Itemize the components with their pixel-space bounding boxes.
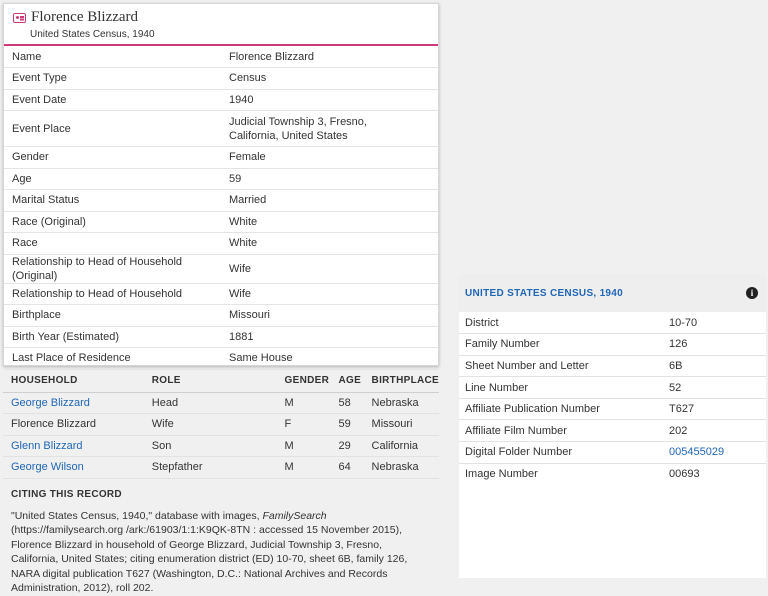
household-member-age: 29 xyxy=(331,435,364,457)
household-member-role: Head xyxy=(144,392,277,414)
fact-label: Gender xyxy=(12,151,49,164)
census-row xyxy=(459,334,766,356)
record-card xyxy=(3,3,439,366)
gender-col-header: GENDER xyxy=(277,370,331,392)
census-header xyxy=(459,274,766,312)
household-row xyxy=(3,435,439,457)
role-col-header: ROLE xyxy=(144,370,277,392)
household-member-gender: F xyxy=(277,414,331,436)
citing-title: CITING THIS RECORD xyxy=(11,488,122,500)
household-col-header: HOUSEHOLD xyxy=(3,370,144,392)
citation-text: "United States Census, 1940," database with images, FamilySearch (https://familysearch.org /ark:/61903/1:1:K9QK-8TN : accessed 15 November 2015), Florence Blizzard in household of George Blizzard, Judicial Township 3, Fresno, California, United States; citing enumeration district (ED) 10-70, sheet 6B, family 126, NARA digital publication T627 (Washington, D.C.: National Archives and Records Administration, 2012), roll 202. xyxy=(11,509,408,594)
fact-value: 1881 xyxy=(229,330,254,343)
census-label: Affiliate Film Number xyxy=(465,424,567,437)
census-label: Sheet Number and Letter xyxy=(465,359,589,372)
census-value: 126 xyxy=(669,338,688,351)
fact-value: Same House xyxy=(229,352,293,365)
fact-row xyxy=(4,254,438,283)
fact-label: Birthplace xyxy=(12,309,61,322)
fact-row xyxy=(4,233,438,255)
census-row xyxy=(459,442,766,464)
fact-label: Event Type xyxy=(12,72,67,85)
census-label: Affiliate Publication Number xyxy=(465,403,600,416)
fact-row xyxy=(4,348,438,370)
fact-value: Female xyxy=(229,151,266,164)
census-label: Image Number xyxy=(465,468,538,481)
fact-row xyxy=(4,305,438,327)
fact-value: 1940 xyxy=(229,93,254,106)
fact-label: Event Place xyxy=(12,122,71,135)
fact-label: Relationship to Head of Household xyxy=(12,287,183,300)
household-member-age: 58 xyxy=(331,392,364,414)
census-title-link[interactable]: UNITED STATES CENSUS, 1940 xyxy=(465,287,624,299)
fact-row xyxy=(4,326,438,348)
fact-label: Birth Year (Estimated) xyxy=(12,330,119,343)
fact-label: Event Date xyxy=(12,93,67,106)
fact-label: Race (Original) xyxy=(12,215,86,228)
fact-row xyxy=(4,46,438,68)
census-value: T627 xyxy=(669,403,695,416)
census-value: 00693 xyxy=(669,468,700,481)
fact-label: Name xyxy=(12,50,42,63)
fact-value: 59 xyxy=(229,172,242,185)
census-value: 6B xyxy=(669,359,683,372)
census-table xyxy=(459,312,766,485)
fact-value: White xyxy=(229,237,258,250)
birthplace-col-header: BIRTHPLACE xyxy=(364,370,439,392)
household-row xyxy=(3,457,439,479)
census-row xyxy=(459,355,766,377)
census-value[interactable]: 005455029 xyxy=(669,446,725,459)
household-member-birthplace: Missouri xyxy=(364,414,439,436)
census-value: 10-70 xyxy=(669,316,698,329)
household-row xyxy=(3,392,439,414)
household-member-gender: M xyxy=(277,435,331,457)
fact-label: Age xyxy=(12,172,32,185)
household-section xyxy=(3,370,439,596)
household-member-name[interactable]: Glenn Blizzard xyxy=(3,435,144,457)
fact-row xyxy=(4,89,438,111)
fact-value: Married xyxy=(229,194,267,207)
census-row xyxy=(459,398,766,420)
fact-row xyxy=(4,190,438,212)
record-facts-table xyxy=(4,46,438,370)
census-value: 52 xyxy=(669,381,682,394)
household-member-role: Wife xyxy=(144,414,277,436)
fact-row xyxy=(4,283,438,305)
household-member-role: Son xyxy=(144,435,277,457)
fact-label: Relationship to Head of Household (Original) xyxy=(12,255,183,282)
census-label: Family Number xyxy=(465,338,540,351)
fact-value: Judicial Township 3, Fresno, California, United States xyxy=(229,115,367,142)
census-details-panel xyxy=(459,274,766,578)
household-member-gender: M xyxy=(277,392,331,414)
household-member-age: 64 xyxy=(331,457,364,479)
household-member-name: Florence Blizzard xyxy=(3,414,144,436)
record-collection: United States Census, 1940 xyxy=(30,29,155,40)
fact-value: Wife xyxy=(229,287,251,300)
census-label: Digital Folder Number xyxy=(465,446,572,459)
person-record-icon xyxy=(13,13,26,23)
household-member-birthplace: California xyxy=(364,435,439,457)
household-member-birthplace: Nebraska xyxy=(364,392,439,414)
census-label: Line Number xyxy=(465,381,528,394)
fact-value: Wife xyxy=(229,262,251,275)
fact-label: Marital Status xyxy=(12,194,80,207)
household-member-birthplace: Nebraska xyxy=(364,457,439,479)
fact-row xyxy=(4,147,438,169)
household-member-gender: M xyxy=(277,457,331,479)
household-member-role: Stepfather xyxy=(144,457,277,479)
fact-value: White xyxy=(229,215,258,228)
fact-row xyxy=(4,111,438,147)
census-row xyxy=(459,312,766,334)
household-row xyxy=(3,414,439,436)
census-row xyxy=(459,463,766,485)
fact-value: Census xyxy=(229,72,267,85)
record-header xyxy=(4,4,438,46)
fact-label: Last Place of Residence xyxy=(12,352,131,365)
fact-value: Missouri xyxy=(229,309,270,322)
census-value: 202 xyxy=(669,424,688,437)
info-icon[interactable]: i xyxy=(746,287,758,299)
fact-row xyxy=(4,168,438,190)
fact-value: Florence Blizzard xyxy=(229,50,314,63)
record-title: Florence Blizzard xyxy=(31,9,139,25)
age-col-header: AGE xyxy=(331,370,364,392)
fact-row xyxy=(4,211,438,233)
fact-label: Race xyxy=(12,237,38,250)
census-label: District xyxy=(465,316,499,329)
household-member-age: 59 xyxy=(331,414,364,436)
fact-row xyxy=(4,68,438,90)
household-member-name[interactable]: George Wilson xyxy=(3,457,144,479)
household-member-name[interactable]: George Blizzard xyxy=(3,392,144,414)
census-row xyxy=(459,420,766,442)
census-row xyxy=(459,377,766,399)
household-table xyxy=(3,370,439,479)
